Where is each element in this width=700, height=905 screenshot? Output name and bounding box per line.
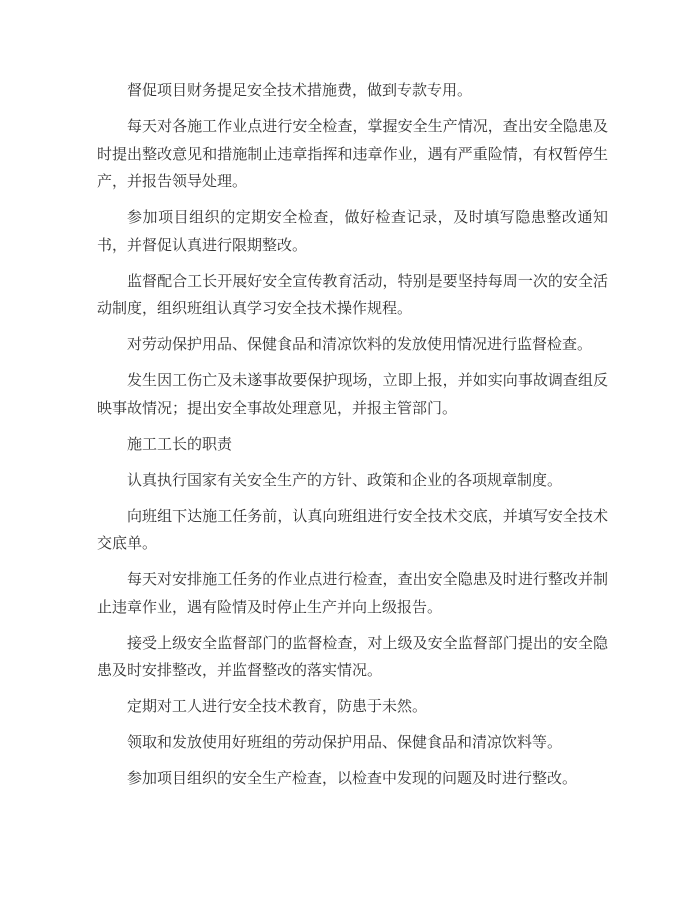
paragraph: 每天对各施工作业点进行安全检查，掌握安全生产情况，查出安全隐患及时提出整改意见和措施制止违章指挥和违章作业，遇有严重险情，有权暂停生产，并报告领导处理。 <box>97 119 608 190</box>
paragraph: 认真执行国家有关安全生产的方针、政策和企业的各项规章制度。 <box>127 472 563 489</box>
paragraph: 定期对工人进行安全技术教育，防患于未然。 <box>127 699 428 715</box>
paragraph: 参加项目组织的定期安全检查，做好检查记录，及时填写隐患整改通知书，并督促认真进行限期整改。 <box>97 210 608 254</box>
paragraph: 督促项目财务提足安全技术措施费，做到专款专用。 <box>127 83 473 99</box>
section-heading: 施工工长的职责 <box>127 436 233 453</box>
paragraph: 监督配合工长开展好安全宣传教育活动，特别是要坚持每周一次的安全活动制度，组织班组认真学习安全技术操作规程。 <box>97 273 608 317</box>
document-content <box>97 78 608 802</box>
paragraph: 向班组下达施工任务前，认真向班组进行安全技术交底，并填写安全技术交底单。 <box>97 508 608 552</box>
paragraph: 每天对安排施工任务的作业点进行检查，查出安全隐患及时进行整改并制止违章作业，遇有险情及时停止生产并向上级报告。 <box>97 572 608 616</box>
paragraph: 发生因工伤亡及未遂事故要保护现场，立即上报，并如实向事故调查组反映事故情况；提出安全事故处理意见，并报主管部门。 <box>97 373 608 417</box>
paragraph: 领取和发放使用好班组的劳动保护用品、保健食品和清凉饮料等。 <box>127 735 563 751</box>
paragraph: 接受上级安全监督部门的监督检查，对上级及安全监督部门提出的安全隐患及时安排整改，并监督整改的落实情况。 <box>97 635 608 679</box>
paragraph: 对劳动保护用品、保健食品和清凉饮料的发放使用情况进行监督检查。 <box>127 337 593 353</box>
paragraph: 参加项目组织的安全生产检查，以检查中发现的问题及时进行整改。 <box>127 771 578 787</box>
